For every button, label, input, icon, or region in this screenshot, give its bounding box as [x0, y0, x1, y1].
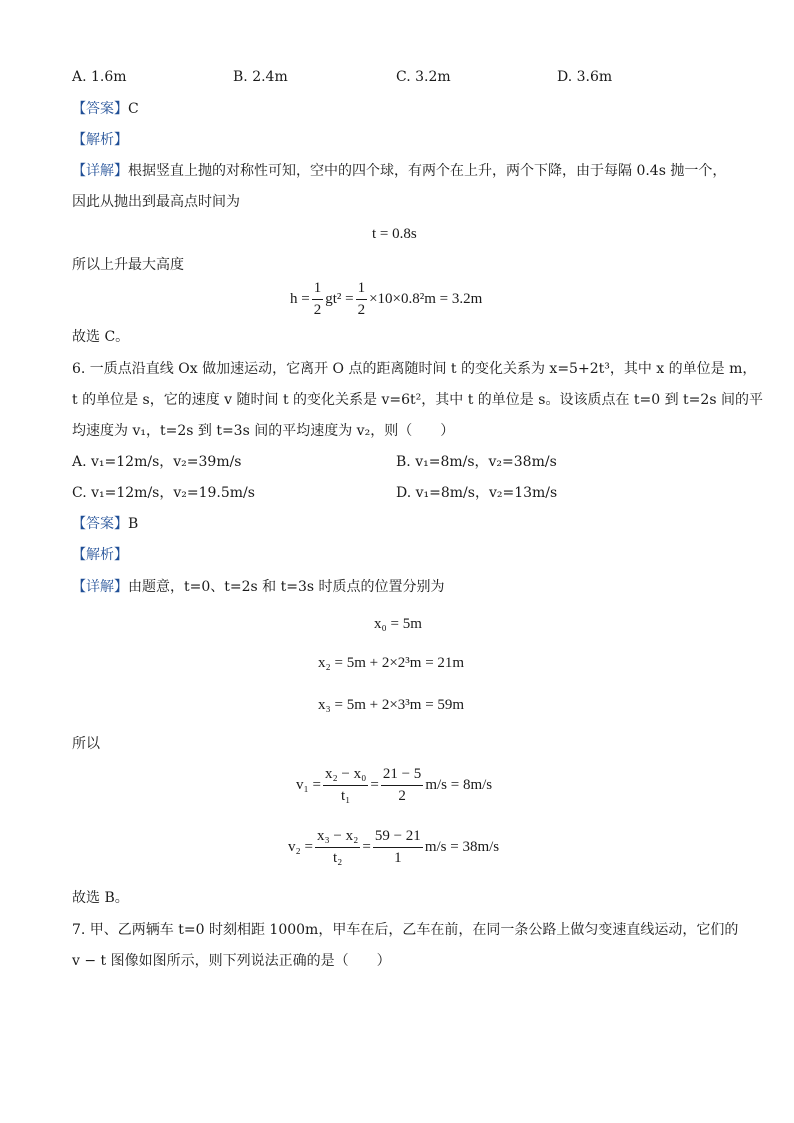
- v1-fraction-displacement: [323, 766, 368, 804]
- frac-den: 2: [313, 301, 322, 318]
- eq-h-left: h =: [290, 290, 310, 307]
- q6-eq-x3: x₃ = 5m + 2×3³m = 59m: [318, 697, 465, 713]
- q5-option-a: A. 1.6m: [72, 69, 127, 85]
- q5-conclusion: 故选 C。: [72, 329, 130, 345]
- frac-num: 21 − 5: [381, 766, 423, 786]
- q6-detail-line: [72, 580, 445, 594]
- v2-fraction-displacement: [315, 828, 360, 866]
- q6-so-text: 所以: [72, 736, 100, 752]
- v2-left: v₂ =: [288, 838, 313, 855]
- frac-num: x₃ − x₂: [315, 828, 360, 848]
- q7-stem-line2: v − t 图像如图所示，则下列说法正确的是（ ）: [72, 953, 391, 969]
- q5-detail-line2: 因此从抛出到最高点时间为: [72, 194, 240, 210]
- answer-tag: 【答案】: [72, 101, 128, 117]
- q6-stem-line3: 均速度为 v₁，t=2s 到 t=3s 间的平均速度为 v₂，则（ ）: [72, 423, 455, 439]
- frac-den: 2: [398, 787, 406, 804]
- q6-conclusion: 故选 B。: [72, 890, 129, 906]
- q6-answer-line: [72, 517, 138, 531]
- q6-stem-line1: 6. 一质点沿直线 Ox 做加速运动，它离开 O 点的距离随时间 t 的变化关系为 x=5+2t³，其中 x 的单位是 m，: [72, 361, 757, 377]
- v1-fraction-values: [381, 766, 423, 804]
- answer-tag: 【答案】: [72, 516, 128, 532]
- frac-num: x₂ − x₀: [323, 766, 368, 786]
- q5-option-b: B. 2.4m: [233, 69, 288, 85]
- analysis-tag: 【解析】: [72, 547, 128, 563]
- frac-num: 1: [356, 280, 368, 300]
- q5-eq-h: [290, 280, 482, 318]
- fraction-one-half-2: [356, 280, 368, 318]
- v2-right: m/s = 38m/s: [424, 838, 500, 855]
- v1-equals: =: [370, 776, 379, 793]
- frac-num: 59 − 21: [373, 828, 423, 848]
- q6-eq-v2: [288, 828, 499, 866]
- q5-option-c: C. 3.2m: [396, 69, 451, 85]
- q6-eq-x0: x₀ = 5m: [374, 616, 422, 632]
- detail-tag: 【详解】: [72, 163, 128, 179]
- q6-eq-x2: x₂ = 5m + 2×2³m = 21m: [318, 655, 465, 671]
- eq-h-right: ×10×0.8²m = 3.2m: [369, 290, 483, 307]
- q5-option-d: D. 3.6m: [557, 69, 613, 85]
- analysis-tag: 【解析】: [72, 132, 128, 148]
- frac-den: 1: [394, 849, 402, 866]
- frac-den: t₂: [332, 849, 343, 866]
- eq-h-mid: gt² =: [325, 290, 354, 307]
- frac-den: 2: [357, 301, 366, 318]
- q6-stem-line2: t 的单位是 s，它的速度 v 随时间 t 的变化关系是 v=6t²，其中 t 的单位是 s。设该质点在 t=0 到 t=2s 间的平: [72, 392, 763, 408]
- detail-tag: 【详解】: [72, 579, 128, 595]
- frac-den: t₁: [340, 787, 351, 804]
- q6-option-d: D. v₁=8m/s，v₂=13m/s: [396, 485, 558, 501]
- detail-text: 根据竖直上抛的对称性可知，空中的四个球，有两个在上升，两个下降，由于每隔 0.4s 抛一个，: [128, 163, 727, 179]
- q5-detail-line1: [72, 164, 726, 178]
- q5-eq-t: t = 0.8s: [372, 226, 417, 242]
- frac-num: 1: [312, 280, 324, 300]
- answer-value: C: [128, 101, 139, 117]
- q6-option-b: B. v₁=8m/s，v₂=38m/s: [396, 454, 557, 470]
- v1-left: v₁ =: [296, 776, 321, 793]
- q7-stem-line1: 7. 甲、乙两辆车 t=0 时刻相距 1000m，甲车在后，乙车在前，在同一条公路上做匀变速直线运动，它们的: [72, 922, 739, 938]
- v2-equals: =: [362, 838, 371, 855]
- q5-max-height-text: 所以上升最大高度: [72, 257, 184, 273]
- v2-fraction-values: [373, 828, 423, 866]
- v1-right: m/s = 8m/s: [425, 776, 493, 793]
- fraction-one-half: [312, 280, 324, 318]
- q5-answer-line: [72, 102, 139, 116]
- q6-eq-v1: [296, 766, 492, 804]
- q6-option-a: A. v₁=12m/s，v₂=39m/s: [72, 454, 242, 470]
- answer-value: B: [128, 516, 139, 532]
- q6-option-c: C. v₁=12m/s，v₂=19.5m/s: [72, 485, 255, 501]
- detail-text: 由题意，t=0、t=2s 和 t=3s 时质点的位置分别为: [128, 579, 445, 595]
